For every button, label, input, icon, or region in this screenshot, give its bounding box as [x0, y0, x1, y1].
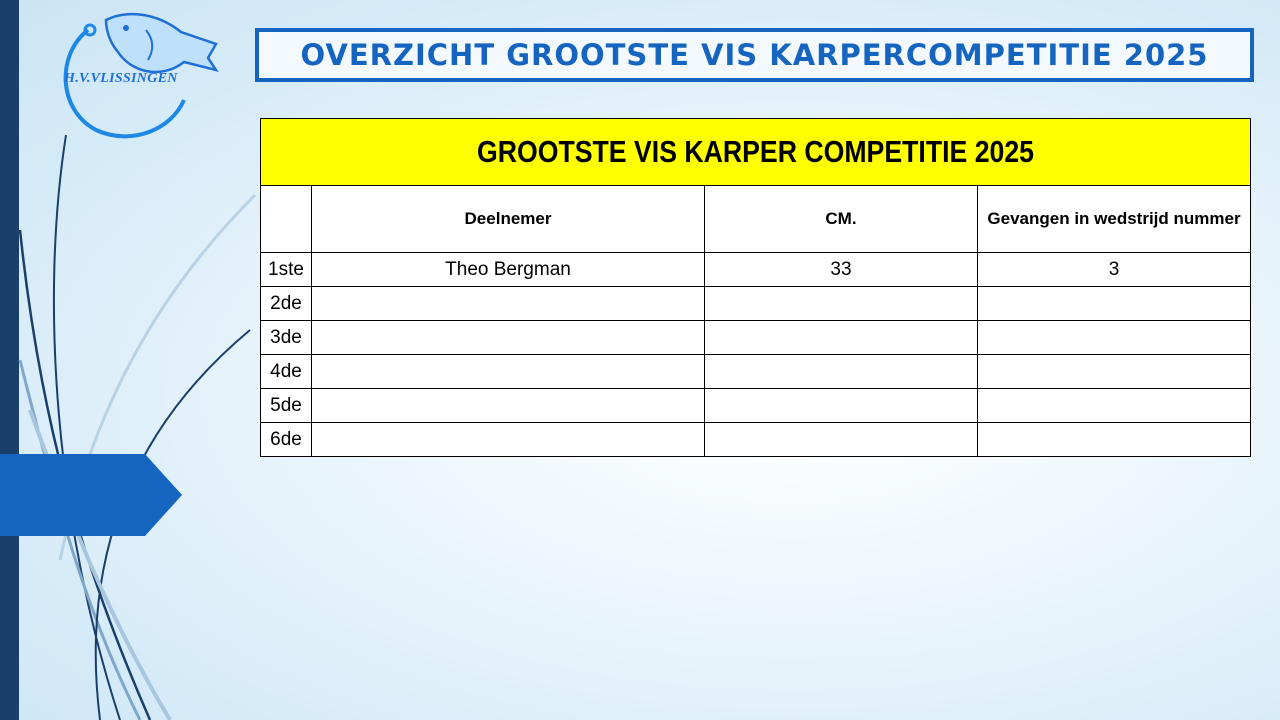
- table-row: [261, 355, 1251, 389]
- page-title: OVERZICHT GROOTSTE VIS KARPERCOMPETITIE 2025: [300, 38, 1209, 72]
- match-cell: [978, 287, 1251, 321]
- logo-text: H.V.VLISSINGEN: [64, 71, 178, 86]
- match-cell: 3: [978, 253, 1251, 287]
- results-table: [260, 118, 1251, 457]
- name-cell: [312, 423, 705, 457]
- table-row: [261, 287, 1251, 321]
- cm-cell: 33: [705, 253, 978, 287]
- cm-cell: [705, 423, 978, 457]
- name-cell: [312, 321, 705, 355]
- match-cell: [978, 355, 1251, 389]
- cm-cell: [705, 287, 978, 321]
- rank-cell: 3de: [261, 321, 312, 355]
- cm-cell: [705, 389, 978, 423]
- name-cell: [312, 355, 705, 389]
- match-cell: [978, 389, 1251, 423]
- name-cell: [312, 389, 705, 423]
- table-row: [261, 389, 1251, 423]
- table-caption: GROOTSTE VIS KARPER COMPETITIE 2025: [330, 119, 1181, 185]
- page-title-box: [255, 28, 1254, 82]
- rank-cell: 5de: [261, 389, 312, 423]
- cm-cell: [705, 355, 978, 389]
- match-cell: [978, 423, 1251, 457]
- rank-cell: 2de: [261, 287, 312, 321]
- column-header-deelnemer: Deelnemer: [312, 186, 705, 253]
- rank-cell: 1ste: [261, 253, 312, 287]
- column-header-cm: CM.: [705, 186, 978, 253]
- column-header-wedstrijd: Gevangen in wedstrijd nummer: [978, 186, 1251, 253]
- table-row: [261, 253, 1251, 287]
- name-cell: Theo Bergman: [312, 253, 705, 287]
- table-row: [261, 321, 1251, 355]
- rank-cell: 4de: [261, 355, 312, 389]
- table-row: [261, 423, 1251, 457]
- arrow-tab-shape: [0, 454, 190, 536]
- match-cell: [978, 321, 1251, 355]
- rank-cell: 6de: [261, 423, 312, 457]
- name-cell: [312, 287, 705, 321]
- cm-cell: [705, 321, 978, 355]
- table-caption-cell: [261, 119, 1251, 186]
- column-header-rank: [261, 186, 312, 253]
